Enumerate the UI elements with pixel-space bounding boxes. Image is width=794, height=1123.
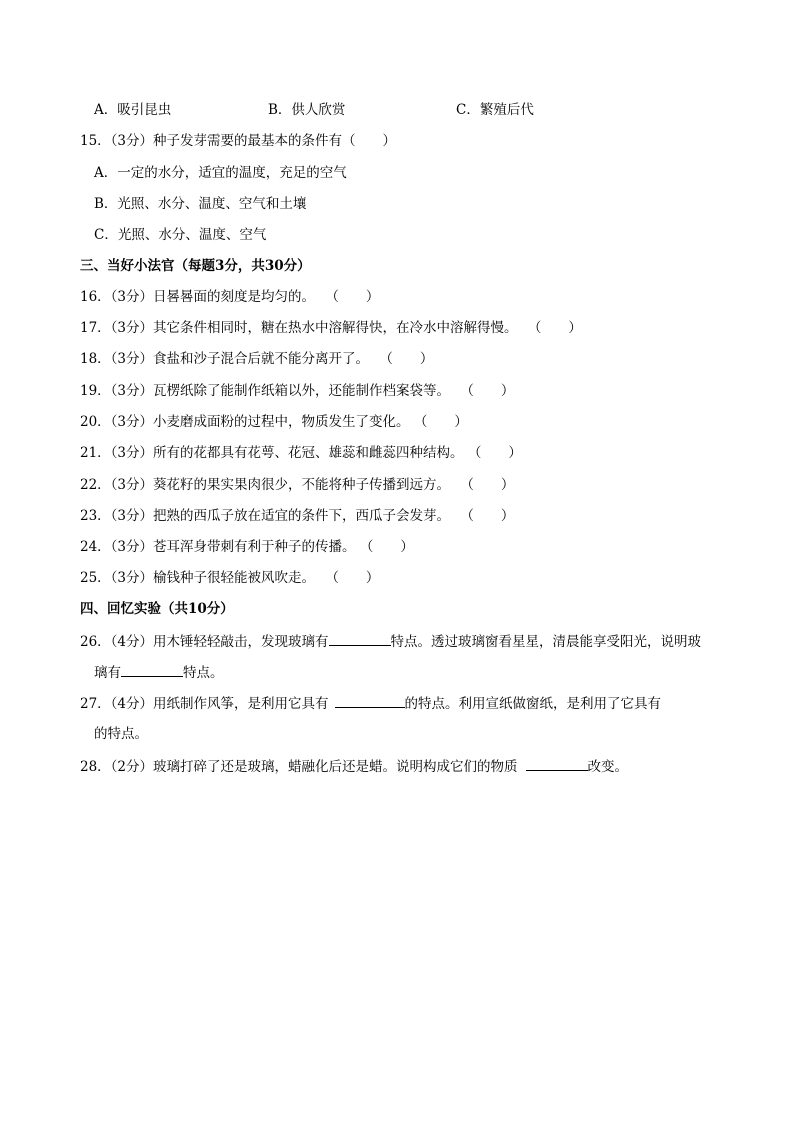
q16 — [80, 287, 380, 307]
q25-text: 25．（3分）榆钱种子很轻能被风吹走。 — [80, 570, 316, 586]
q15-option-c: C．光照、水分、温度、空气 — [94, 227, 267, 243]
q21-text: 21．（3分）所有的花都具有花萼、花冠、雄蕊和雌蕊四种结构。 — [80, 445, 464, 461]
q26-line2 — [94, 662, 224, 683]
q24-answer-paren: （ ） — [359, 539, 414, 555]
q27-line2 — [94, 724, 148, 744]
q16-text: 16．（3分）日晷晷面的刻度是均匀的。 — [80, 289, 316, 305]
q28-text-2: 改变。 — [587, 759, 629, 775]
q22-answer-paren: （ ） — [460, 477, 515, 493]
q21-answer-paren: （ ） — [467, 445, 522, 461]
q14-option-c: C．繁殖后代 — [456, 102, 534, 118]
q28-line1 — [80, 756, 628, 777]
q18-text: 18．（3分）食盐和沙子混合后就不能分离开了。 — [80, 351, 370, 367]
q28-text-1: 28．（2分）玻璃打碎了还是玻璃，蜡融化后还是蜡。说明构成它们的物质 — [80, 759, 518, 775]
q26-line1 — [80, 631, 701, 652]
q26-text-1: 26．（4分）用木锤轻轻敲击，发现玻璃有 — [80, 634, 329, 650]
q22 — [80, 475, 515, 495]
q27-text-3: 的特点。 — [94, 726, 148, 742]
q25-answer-paren: （ ） — [325, 570, 380, 586]
q27-line1 — [80, 693, 661, 714]
q17-answer-paren: （ ） — [527, 320, 582, 336]
q17-text: 17．（3分）其它条件相同时，糖在热水中溶解得快，在冷水中溶解得慢。 — [80, 320, 518, 336]
q27-text-2: 的特点。利用宣纸做窗纸，是利用了它具有 — [404, 696, 662, 712]
q24-text: 24．（3分）苍耳浑身带刺有利于种子的传播。 — [80, 539, 356, 555]
q23-text: 23．（3分）把熟的西瓜子放在适宜的条件下，西瓜子会发芽。 — [80, 508, 451, 524]
q14-option-b: B．供人欣赏 — [268, 102, 346, 118]
q18-answer-paren: （ ） — [379, 351, 434, 367]
q15-option-a: A．一定的水分，适宜的温度，充足的空气 — [94, 165, 347, 181]
q20 — [80, 412, 468, 432]
q26-text-4: 特点。 — [183, 665, 224, 681]
q28-blank-1[interactable] — [526, 756, 588, 771]
q20-text: 20．（3分）小麦磨成面粉的过程中，物质发生了变化。 — [80, 414, 410, 430]
q25 — [80, 568, 380, 588]
q19-answer-paren: （ ） — [460, 383, 515, 399]
q26-blank-2[interactable] — [121, 662, 183, 677]
q15-stem: 15．（3分）种子发芽需要的最基本的条件有（ ） — [80, 133, 397, 149]
section3-title: 三、当好小法官（每题3分，共30分） — [80, 258, 311, 274]
q15-option-b: B．光照、水分、温度、空气和土壤 — [94, 196, 307, 212]
q23-answer-paren: （ ） — [460, 508, 515, 524]
q22-text: 22．（3分）葵花籽的果实果肉很少，不能将种子传播到远方。 — [80, 477, 451, 493]
q17 — [80, 318, 582, 338]
q27-blank-1[interactable] — [335, 693, 405, 708]
q23 — [80, 506, 515, 526]
q20-answer-paren: （ ） — [413, 414, 468, 430]
q26-text-2: 特点。透过玻璃窗看星星，清晨能享受阳光，说明玻 — [390, 634, 702, 650]
q27-text-1: 27．（4分）用纸制作风筝，是利用它具有 — [80, 696, 329, 712]
q26-blank-1[interactable] — [329, 631, 391, 646]
q24 — [80, 537, 414, 557]
q26-text-3: 璃有 — [94, 665, 121, 681]
q19-text: 19．（3分）瓦楞纸除了能制作纸箱以外，还能制作档案袋等。 — [80, 383, 451, 399]
section4-title: 四、回忆实验（共10分） — [80, 601, 234, 617]
q18 — [80, 349, 434, 369]
q21 — [80, 443, 522, 463]
q16-answer-paren: （ ） — [325, 289, 380, 305]
q19 — [80, 381, 515, 401]
q14-option-a: A．吸引昆虫 — [94, 102, 172, 118]
